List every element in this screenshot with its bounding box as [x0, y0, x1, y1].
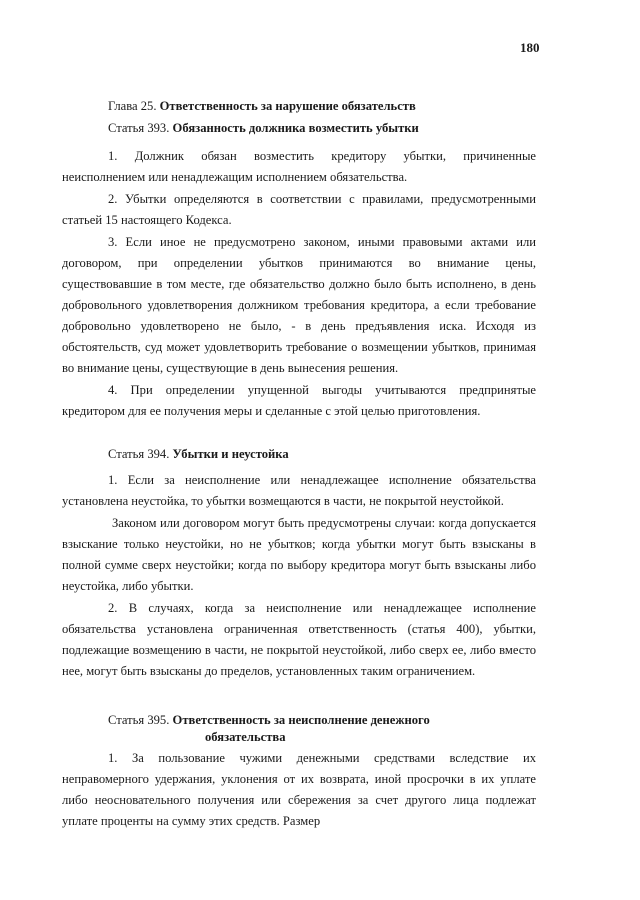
article-393-body: [62, 146, 536, 422]
article-395-paragraph-1: 1. За пользование чужими денежными средствами вследствие их неправомерного удержания, уклонения от их возврата, иной просрочки в их уплате либо неосновательного получения или сбережения за счет другого лица подлежат уплате проценты на сумму этих средств. Размер: [62, 751, 536, 828]
article-394-label: Статья 394.: [108, 447, 170, 461]
article-395-title-line-2: обязательства: [205, 730, 286, 744]
article-394-title: Убытки и неустойка: [172, 447, 289, 461]
article-393-label: Статья 393.: [108, 121, 170, 135]
article-394-paragraph-2: Законом или договором могут быть предусмотрены случаи: когда допускается взыскание только неустойки, но не убытков; когда убытки могут быть взысканы в полной сумме сверх неустойки; когда по выбору кредитора могут быть взысканы либо неустойка, либо убытки.: [62, 516, 536, 593]
article-393-paragraph-2: 2. Убытки определяются в соответствии с правилами, предусмотренными статьей 15 настоящего Кодекса.: [62, 192, 536, 227]
article-393-paragraph-1: 1. Должник обязан возместить кредитору убытки, причиненные неисполнением или ненадлежащим исполнением обязательства.: [62, 149, 536, 184]
article-395-label: Статья 395.: [108, 713, 170, 727]
chapter-label: Глава 25.: [108, 99, 157, 113]
article-395-title-line-1: Ответственность за неисполнение денежного: [172, 713, 430, 727]
article-394-paragraph-1: 1. Если за неисполнение или ненадлежащее исполнение обязательства установлена неустойка, то убытки возмещаются в части, не покрытой неустойкой.: [62, 473, 536, 508]
article-393-heading: [108, 118, 419, 139]
article-394-paragraph-3: 2. В случаях, когда за неисполнение или ненадлежащее исполнение обязательства установлена ограниченная ответственность (статья 400), убытки, подлежащие возмещению в части, не покрытой неустойкой, либо сверх ее, либо вместо нее, могут быть взысканы до пределов, установленных таким ограничением.: [62, 601, 536, 678]
article-395-heading: [108, 712, 430, 746]
chapter-title: Ответственность за нарушение обязательств: [159, 99, 416, 113]
article-394-heading: [108, 444, 289, 465]
page-number: 180: [520, 40, 540, 55]
article-395-body: [62, 748, 536, 832]
chapter-heading: [108, 96, 416, 117]
article-393-paragraph-3: 3. Если иное не предусмотрено законом, иными правовыми актами или договором, при определении убытков принимаются во внимание цены, существовавшие в том месте, где обязательство должно было быть исполнено, в день добровольного удовлетворения должником требования кредитора, а если требование добровольно удовлетворено не было, - в день предъявления иска. Исходя из обстоятельств, суд может удовлетворить требование о возмещении убытков, принимая во внимание цены, существующие в день вынесения решения.: [62, 235, 536, 375]
article-394-body: [62, 470, 536, 682]
article-393-paragraph-4: 4. При определении упущенной выгоды учитываются предпринятые кредитором для ее получения меры и сделанные с этой целью приготовления.: [62, 383, 536, 418]
article-393-title: Обязанность должника возместить убытки: [172, 121, 419, 135]
